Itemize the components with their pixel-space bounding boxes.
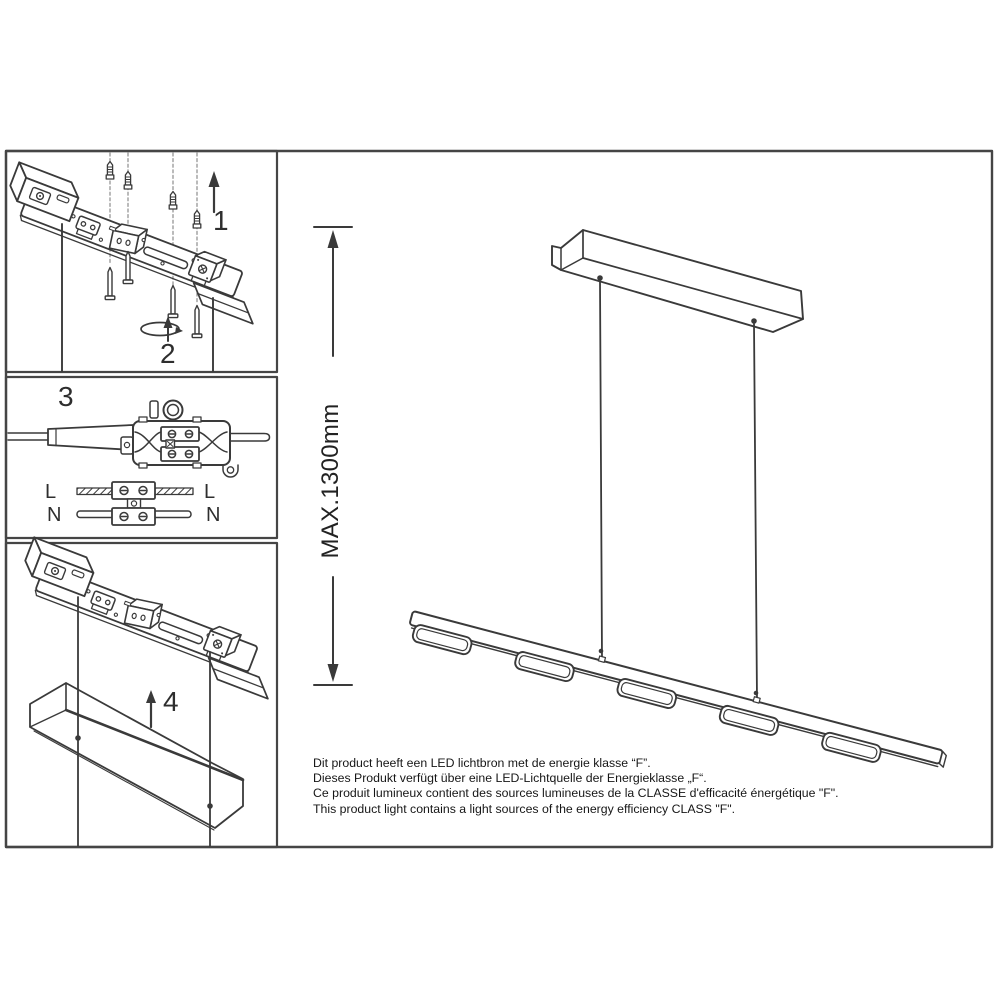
wiring-label-neutral-right: N — [206, 504, 221, 526]
step-number-2: 2 — [160, 338, 176, 369]
terminal-block-neutral — [112, 508, 155, 525]
step-1-2-drawing — [0, 153, 277, 371]
cable-mount-dot — [597, 275, 603, 281]
cable-end-stop — [75, 735, 81, 741]
cable-mount-dot — [751, 318, 757, 324]
screw-icon — [192, 306, 202, 338]
step4-up-arrow-icon — [146, 690, 156, 727]
dimension-arrow-up-icon — [328, 230, 339, 248]
wire-grip — [598, 656, 605, 662]
wiring-label-live-right: L — [204, 481, 216, 503]
energy-note-de: Dieses Produkt verfügt über eine LED-Lichtquelle der Energieklasse „F“. — [313, 771, 707, 786]
step-number-4: 4 — [163, 686, 179, 717]
screw-icon — [105, 268, 115, 300]
cable-end-stop — [207, 803, 213, 809]
pendant-lamp-drawing — [406, 230, 949, 780]
cable-connector-drawing — [8, 401, 270, 478]
dimension-arrow-down-icon — [328, 664, 339, 682]
energy-note-fr: Ce produit lumineux contient des sources lumineuses de la CLASSE d'efficacité énergétique "F". — [313, 786, 839, 801]
terminal-block-live — [112, 482, 155, 499]
wall-anchor-icon — [124, 172, 132, 190]
ceiling-bracket-drawing — [0, 162, 277, 323]
energy-note-en: This product light contains a light sources of the energy efficiency CLASS "F". — [313, 801, 736, 816]
screw-icon — [168, 286, 178, 318]
wall-anchor-icon — [106, 162, 114, 180]
energy-note-nl: Dit product heeft een LED lichtbron met de energie klasse “F”. — [313, 756, 651, 770]
max-drop-dimension-label: MAX.1300mm — [317, 403, 344, 559]
wiring-label-neutral-left: N — [47, 504, 62, 526]
wire-grip — [753, 697, 760, 703]
step-number-3: 3 — [58, 381, 74, 412]
step-number-1: 1 — [213, 205, 229, 236]
led-bar-drawing — [406, 607, 949, 780]
wall-anchor-icon — [193, 211, 201, 229]
l-n-wiring-diagram — [77, 482, 193, 525]
ceiling-bracket-drawing — [10, 537, 292, 698]
wall-anchor-icon — [169, 192, 177, 210]
suspension-wires — [600, 281, 757, 700]
energy-class-notes — [313, 756, 839, 817]
hanging-ring-icon — [164, 401, 183, 420]
step-4-drawing — [10, 537, 292, 846]
wiring-label-live-left: L — [45, 481, 57, 503]
ceiling-canopy-drawing — [552, 230, 803, 332]
